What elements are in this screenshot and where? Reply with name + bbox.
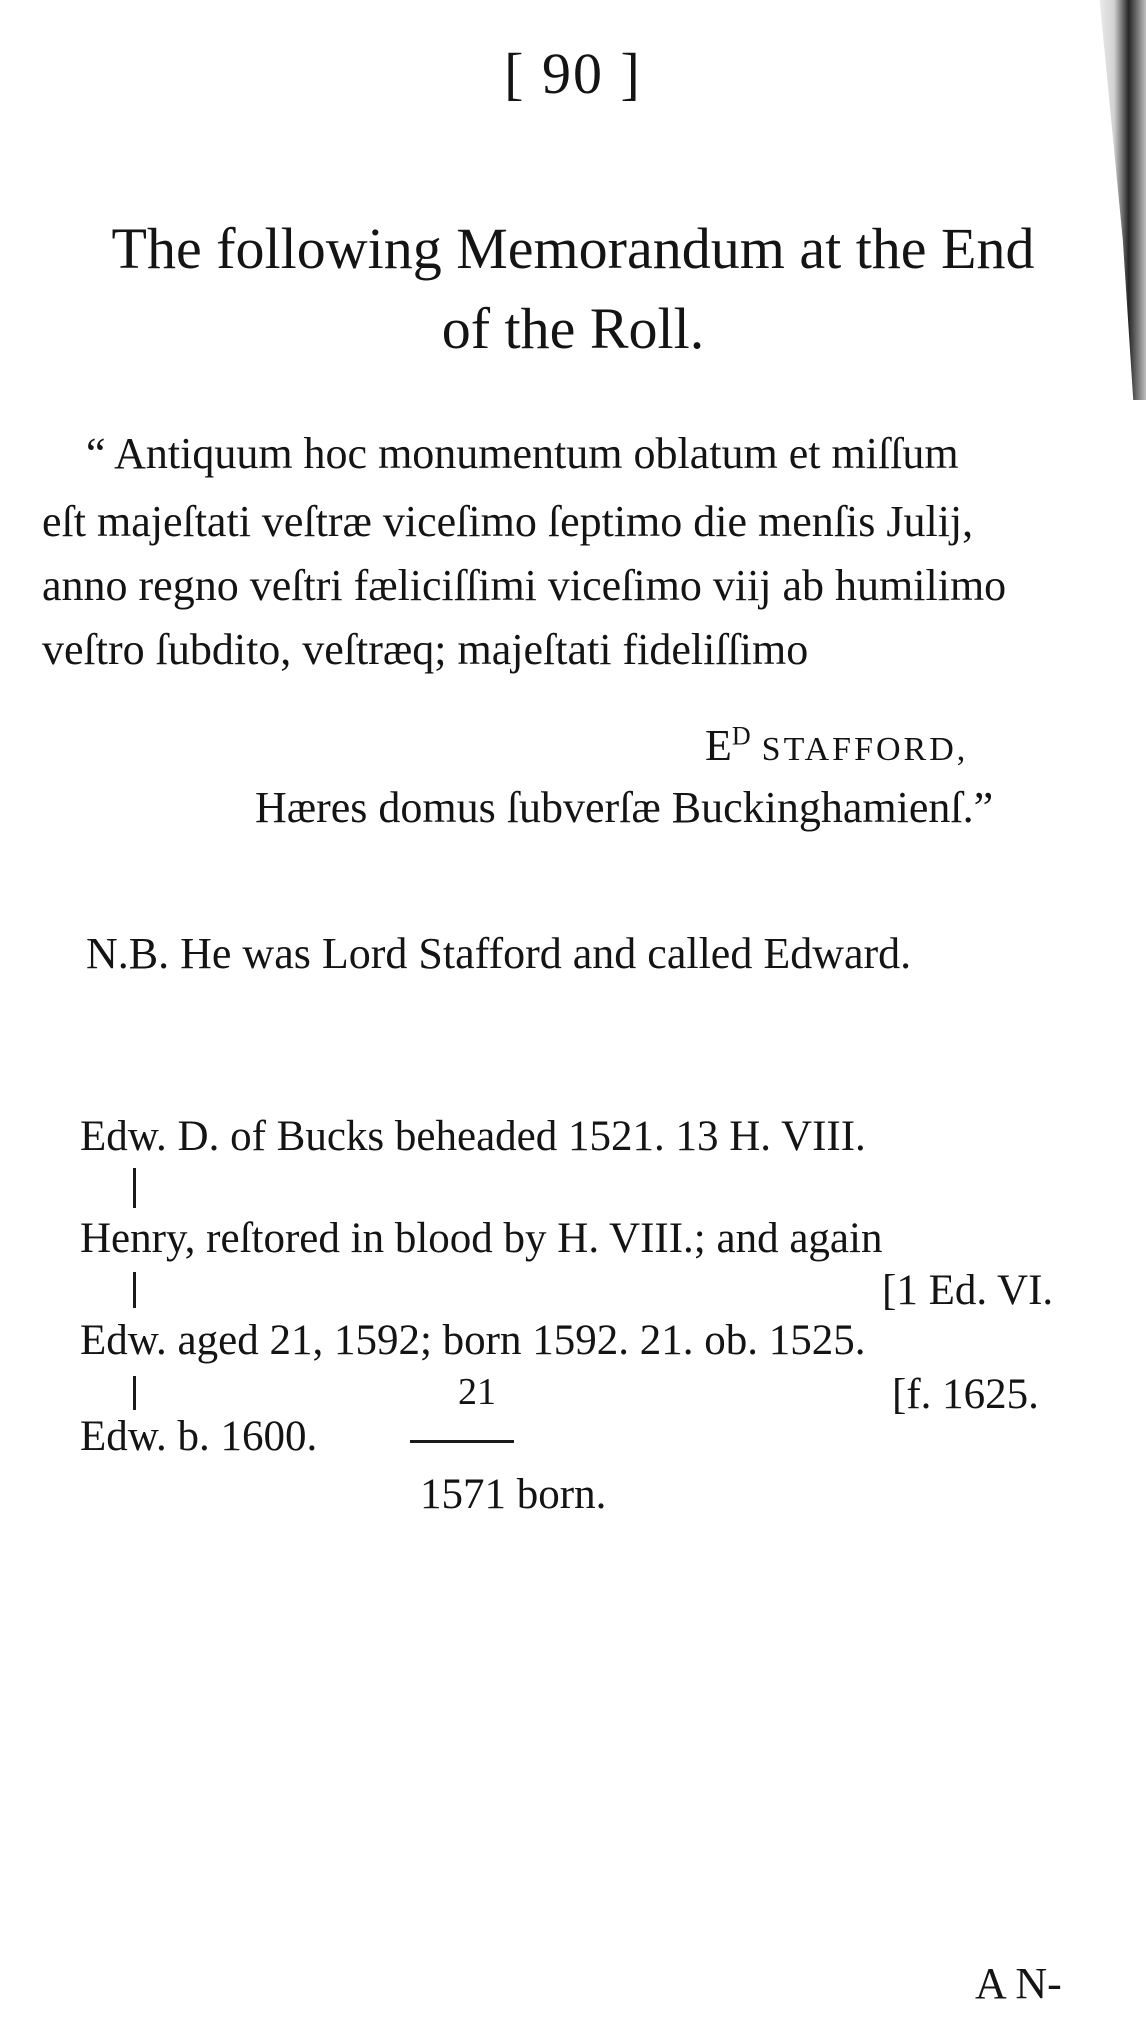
- memorandum-line-4: veſtro ſubdito, veſtræq; majeſtati fideliſſimo: [42, 625, 809, 674]
- memorandum-line-2: eſt majeſtati veſtræ viceſimo ſeptimo die menſis Julij,: [42, 497, 974, 546]
- heading-line-1: The following Memorandum at the End: [111, 216, 1035, 281]
- genealogy-row-3: Edw. aged 21, 1592; born 1592. 21. ob. 1525.: [80, 1317, 866, 1364]
- signature-surname: STAFFORD,: [761, 731, 969, 768]
- heading-line-2: of the Roll.: [441, 296, 705, 361]
- signature-initial: E: [705, 721, 732, 770]
- genealogy-row-5: 1571 born.: [420, 1471, 607, 1518]
- catchword: A N-: [975, 1959, 1062, 2008]
- signature-name: [705, 720, 968, 771]
- memorandum-line-3: anno regno veſtri fæliciſſimi viceſimo viij ab humilimo: [42, 561, 1007, 610]
- genealogy-row-3-note: [f. 1625.: [892, 1371, 1039, 1418]
- signature-title: Hæres domus ſubverſæ Buckinghamienſ.”: [255, 783, 994, 832]
- page-number: [ 90 ]: [504, 41, 642, 106]
- lineage-connector-2: [133, 1272, 136, 1308]
- genealogy-sum-term: 21: [458, 1371, 496, 1413]
- lineage-connector-1: [133, 1168, 136, 1208]
- genealogy-row-2: Henry, reſtored in blood by H. VIII.; and again: [80, 1215, 883, 1262]
- sum-rule: [410, 1440, 514, 1443]
- memorandum-line-1: “ Antiquum hoc monumentum oblatum et miſſum: [86, 429, 959, 478]
- signature-superscript: D: [731, 721, 751, 751]
- genealogy-row-2-note: [1 Ed. VI.: [882, 1267, 1054, 1314]
- note-text: N.B. He was Lord Stafford and called Edward.: [86, 929, 912, 978]
- genealogy-row-4: Edw. b. 1600.: [80, 1413, 318, 1460]
- lineage-connector-3: [133, 1376, 136, 1410]
- genealogy-row-1: Edw. D. of Bucks beheaded 1521. 13 H. VIII.: [80, 1113, 866, 1160]
